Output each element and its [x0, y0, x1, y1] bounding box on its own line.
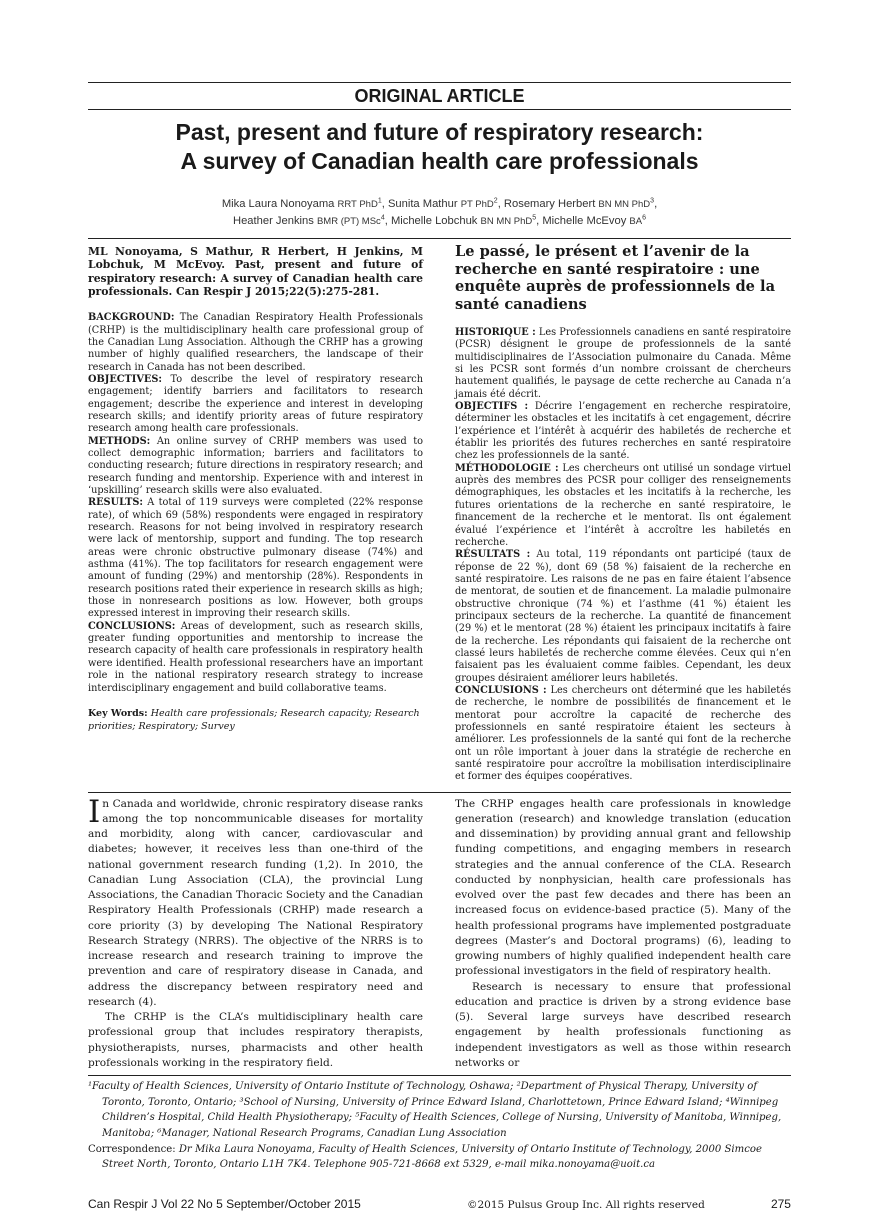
abstract-column-right	[455, 239, 791, 784]
footnotes	[88, 1079, 791, 1173]
author: Michelle Lobchuk BN MN PhD$^5$,	[390, 214, 543, 227]
abstract-section: OBJECTIVES: To describe the level of respiratory research engagement; identify barriers and facilitators to research engagement; describe the experience and interest in developing research skills; and identify priority areas of future respiratory research among health care professionals.	[88, 373, 423, 435]
journal-info: Can Respir J Vol 22 No 5 September/October 2015	[88, 1196, 361, 1211]
body-area	[88, 793, 791, 1072]
body-paragraph: In Canada and worldwide, chronic respiratory disease ranks among the top noncommunicable diseases for mortality and morbidity, along with cancer, cardiovascular and diabetes; however, it receives less than one-third of the national government research funding (1,2). In 2010, the Canadian Lung Association (CLA), the provincial Lung Associations, the Canadian Thoracic Society and the Canadian Respiratory Health Professionals (CRHP) made research a core priority (3) by developing The National Respiratory Research Strategy (NRRS). The objective of the NRRS is to increase research and research training to improve the prevention and care of respiratory disease in Canada, and address the discrepancy between respiratory need and research (4).	[88, 793, 423, 1008]
abstract-section: METHODS: An online survey of CRHP members was used to collect demographic information; barriers and facilitators to conducting research; future directions in respiratory research; and research funding and mentorship. Experience with and interest in ‘upskilling’ research skills were also evaluated.	[88, 435, 423, 496]
author: Rosemary Herbert BN MN PhD$^3$,	[503, 197, 658, 210]
title-line-2: A survey of Canadian health care professionals	[180, 148, 699, 174]
page-number: 275	[770, 1196, 791, 1211]
header-rule-bottom	[88, 109, 791, 110]
body-paragraph: Research is necessary to ensure that professional education and practice is driven by a strong evidence base (5). Several large surveys have described research engagement by health professionals functioning as independent investigators as well as those within research networks or	[455, 980, 791, 1069]
affiliations: ¹Faculty of Health Sciences, University of Ontario Institute of Technology, Oshawa; ²Department of Physical Therapy, University of Toronto, Toronto, Ontario; ³School of Nursing, University of Prince Edward Island, Charlottetown, Prince Edward Island; ⁴Winnipeg Children’s Hospital, Child Health Physiotherapy; ⁵Faculty of Health Sciences, College of Nursing, University of Manitoba, Winnipeg, Manitoba; ⁶Manager, National Research Programs, Canadian Lung Association	[88, 1081, 782, 1139]
abstract-section: BACKGROUND: The Canadian Respiratory Health Professionals (CRHP) is the multidisciplinary health care professional group of the Canadian Lung Association. Although the CRHP has a growing number of highly qualified researchers, the landscape of their research in Canada has not been described.	[88, 312, 423, 373]
body-column-left	[88, 793, 423, 1072]
correspondence: Correspondence: Dr Mika Laura Nonoyama, Faculty of Health Sciences, University of Ontario Institute of Technology, 2000 Simcoe Street North, Toronto, Ontario L1H 7K4. Telephone 905-721-8668 ext 5329, e-mail mika.nonoyama@uoit.ca	[88, 1143, 762, 1171]
author-line-1	[88, 196, 791, 213]
abstract-section: CONCLUSIONS: Areas of development, such as research skills, greater funding opportunities and mentorship to increase the research capacity of health care professionals in respiratory health were identified. Health professional researchers have an important role in the national respiratory research strategy to increase interdisciplinary engagement and build collaborative teams.	[88, 620, 423, 694]
drop-cap: I	[88, 793, 101, 830]
copyright: ©2015 Pulsus Group Inc. All rights reserved	[466, 1198, 705, 1211]
body-paragraph: The CRHP is the CLA’s multidisciplinary health care professional group that includes respiratory therapists, physiotherapists, nurses, pharmacists and other health professionals working in the respiratory field.	[88, 1011, 423, 1069]
author: Michelle McEvoy $BA^6$	[542, 214, 646, 227]
article-page	[88, 82, 791, 1211]
body-column-right	[455, 797, 791, 1072]
author-line-2	[88, 213, 791, 230]
abstract-section: MÉTHODOLOGIE : Les chercheurs ont utilisé un sondage virtuel auprès des membres des PCSR pour colliger des renseignements démographiques, les obstacles et les incitatifs à la recherche, les futures orientations de la recherche en santé respiratoire, le financement de la recherche et le mentorat. Ils ont également évalué l’expérience et l’intérêt à accroître les habiletés en recherche.	[455, 462, 791, 548]
abstract-area	[88, 239, 791, 784]
title-line-1: Past, present and future of respiratory research:	[175, 119, 704, 145]
author: Heather Jenkins BMR (PT) MSc$^4$,	[233, 214, 391, 227]
keywords: Key Words: Health care professionals; Research capacity; Research priorities; Respiratory; Survey	[88, 707, 420, 732]
abstract-french	[455, 327, 791, 784]
article-type: ORIGINAL ARTICLE	[354, 86, 525, 106]
body-paragraph: The CRHP engages health care professionals in knowledge generation (research) and knowledge translation (education and dissemination) by providing annual grant and fellowship funding competitions, and engaging members in research strategies and the annual conference of the CLA. Research conducted by nonphysician, health care professionals has evolved over the past few decades and there has been an increased focus on evidence-based practice (5). Many of the health professional programs have implemented postgraduate degrees (Master’s and Doctoral programs) (6), leading to growing numbers of highly qualified independent health care professional investigators in the field of respiratory health.	[455, 797, 791, 978]
abstract-english	[88, 312, 423, 695]
abstract-section: CONCLUSIONS : Les chercheurs ont déterminé que les habiletés de recherche, le nombre de possibilités de financement et le mentorat pour accroître la capacité de recherche des professionnels en santé respiratoire étaient les secteurs à améliorer. Les professionnels de la santé qui font de la recherche ont un rôle important à jouer dans la stratégie de recherche en santé respiratoire pour accroître la mobilisation interdisciplinaire et former des équipes coopératives.	[455, 684, 791, 783]
author: Mika Laura Nonoyama RRT PhD$^1$,	[221, 197, 388, 210]
article-title	[88, 118, 791, 176]
abstract-section: OBJECTIFS : Décrire l’engagement en recherche respiratoire, déterminer les obstacles et les incitatifs à cet engagement, décrire l’expérience et l’intérêt à acquérir des habiletés de recherche et établir les priorités des futures recherches en santé respiratoire chez les professionnels de la santé.	[455, 401, 791, 462]
page-footer	[88, 1197, 791, 1211]
header-rule-top	[88, 82, 791, 83]
citation: ML Nonoyama, S Mathur, R Herbert, H Jenkins, M Lobchuk, M McEvoy. Past, present and future of respiratory research: A survey of Canadian health care professionals. Can Respir J 2015;22(5):275-281.	[88, 245, 423, 298]
abstract-section: RESULTS: A total of 119 surveys were completed (22% response rate), of which 69 (58%) respondents were engaged in respiratory research. Reasons for not being involved in respiratory research were lack of mentorship, support and funding. The top research areas were chronic obstructive pulmonary disease (74%) and asthma (41%). The top facilitators for research engagement were amount of funding (29%) and mentorship (28%). Respondents in research positions rated their experience in research skills as high; those in nonresearch positions as low. However, both groups expressed interest in improving their research skills.	[88, 497, 423, 620]
abstract-section: RÉSULTATS : Au total, 119 répondants ont participé (taux de réponse de 22 %), dont 69 (58 %) faisaient de la recherche en santé respiratoire. Les raisons de ne pas en faire étaient l’absence de mentorat, de soutien et de financement. La maladie pulmonaire obstructive chronique (74 %) et l’asthme (41 %) étaient les principaux secteurs de la recherche. La quantité de financement (29 %) et le mentorat (28 %) étaient les principaux incitatifs à faire de la recherche. Les répondants qui faisaient de la recherche ont classé leurs habiletés de recherche comme élevées. Ceux qui n’en faisaient pas les évaluaient comme faibles. Cependant, les deux groupes désiraient améliorer leurs habiletés.	[455, 549, 792, 684]
french-title: Le passé, le présent et l’avenir de la recherche en santé respiratoire : une enquête auprès de professionnels de la santé canadiens	[455, 243, 776, 313]
abstract-column-left	[88, 239, 423, 733]
author-list	[88, 196, 791, 230]
abstract-section: HISTORIQUE : Les Professionnels canadiens en santé respiratoire (PCSR) désignent le groupe de professionnels de la santé multidisciplinaires de l’Association pulmonaire du Canada. Même si les PCSR sont formés d’un nombre croissant de chercheurs hautement qualifiés, le paysage de cette recherche au Canada n’a jamais été décrit.	[455, 327, 791, 400]
author: Sunita Mathur PT PhD$^2$,	[387, 197, 504, 210]
footnote-rule	[88, 1075, 791, 1076]
